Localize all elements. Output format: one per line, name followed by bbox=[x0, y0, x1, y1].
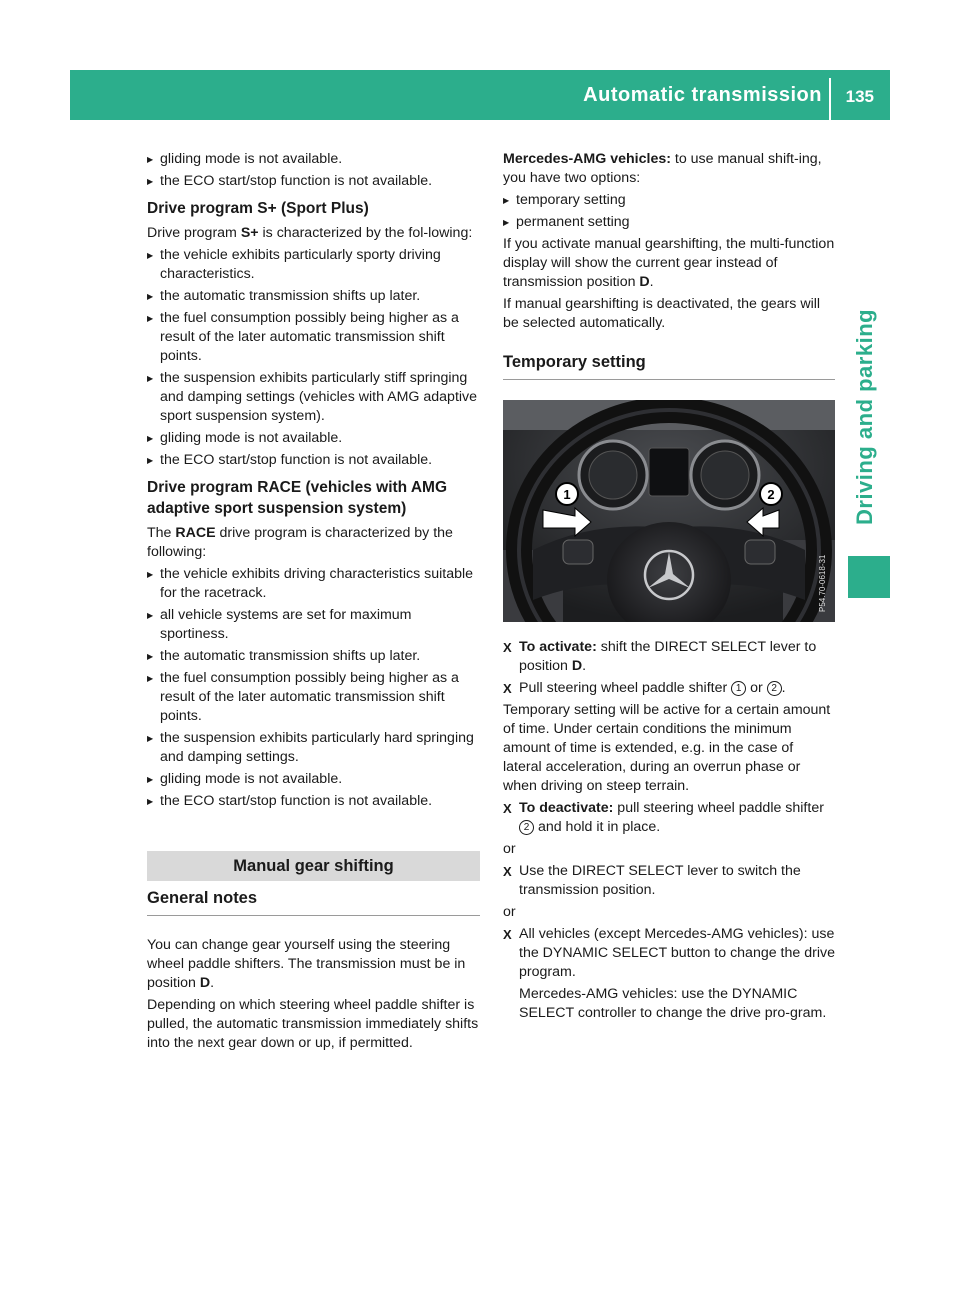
action-deactivate bbox=[503, 799, 835, 837]
text: Pull steering wheel paddle shifter bbox=[519, 680, 732, 696]
callout-ref-2: 2 bbox=[767, 681, 782, 696]
callout-1: 1 bbox=[563, 487, 571, 502]
bold-text: RACE bbox=[175, 525, 216, 541]
list-item: ▶ the automatic transmission shifts up later. bbox=[147, 647, 480, 666]
list-item: ▶ gliding mode is not available. bbox=[147, 770, 480, 789]
bold-text: S+ bbox=[240, 225, 259, 241]
text: Drive program bbox=[147, 225, 241, 241]
section-heading-splus: Drive program S+ (Sport Plus) bbox=[147, 200, 369, 217]
right-p3: Temporary setting will be active for a certain amount of time. Under certain conditions the minimum amount of time is extended, e.g. in the case of lateral acceleration, during an overrun phase or when driving on steep terrain. bbox=[503, 702, 831, 794]
action-direct-select: X Use the DIRECT SELECT lever to switch the transmission position. bbox=[503, 862, 835, 900]
list-item: ▶ the fuel consumption possibly being higher as a result of the later automatic transmission shift points. bbox=[147, 669, 480, 726]
callout-ref-2: 2 bbox=[519, 820, 534, 835]
general-p2: Depending on which steering wheel paddle shifter is pulled, the automatic transmission immediately shifts into the next gear down or up, if permitted. bbox=[147, 997, 479, 1051]
list-item: ▶ the suspension exhibits particularly stiff springing and damping settings (vehicles with AMG adaptive sport suspension system). bbox=[147, 369, 480, 426]
text: If you activate manual gearshifting, the multi-function display will show the current gear instead of transmission position bbox=[503, 236, 835, 290]
list-item: ▶ the ECO start/stop function is not available. bbox=[147, 792, 480, 811]
action-dynamic-select: X All vehicles (except Mercedes-AMG vehicles): use the DYNAMIC SELECT button to change the drive program. bbox=[503, 925, 835, 982]
bold-text: D bbox=[571, 658, 583, 674]
side-tab-block bbox=[848, 556, 890, 598]
bold-text: Mercedes-AMG vehicles: bbox=[503, 151, 671, 167]
text: or bbox=[746, 680, 767, 696]
text: . bbox=[649, 274, 654, 290]
list-item: ▶ the fuel consumption possibly being higher as a result of the later automatic transmission shift points. bbox=[147, 309, 480, 366]
section-heading-temporary: Temporary setting bbox=[503, 351, 835, 380]
list-item: ▶ the ECO start/stop function is not available. bbox=[147, 172, 480, 191]
bold-text: D bbox=[639, 274, 650, 290]
list-item: ▶ the vehicle exhibits driving characteristics suitable for the racetrack. bbox=[147, 565, 480, 603]
list-item: ▶ the suspension exhibits particularly hard springing and damping settings. bbox=[147, 729, 480, 767]
list-item: ▶ all vehicle systems are set for maximum sportiness. bbox=[147, 606, 480, 644]
right-p2: If manual gearshifting is deactivated, the gears will be selected automatically. bbox=[503, 296, 821, 331]
bold-text: D bbox=[199, 975, 211, 991]
text: . bbox=[781, 680, 786, 696]
text: drive program is characterized by the following: bbox=[147, 525, 453, 560]
action-activate bbox=[503, 638, 835, 676]
list-item: ▶ the automatic transmission shifts up later. bbox=[147, 287, 480, 306]
text: shift the DIRECT SELECT lever to position bbox=[519, 639, 817, 674]
amg-intro bbox=[503, 150, 835, 188]
bold-text: To deactivate: bbox=[519, 800, 614, 816]
right-column bbox=[503, 150, 835, 1026]
splus-intro bbox=[147, 224, 480, 243]
steering-wheel-figure bbox=[503, 400, 835, 622]
list-item: ▶ the ECO start/stop function is not available. bbox=[147, 451, 480, 470]
list-item: ▶ temporary setting bbox=[503, 191, 835, 210]
or-text: or bbox=[503, 904, 516, 920]
header-title: Automatic transmission bbox=[583, 84, 822, 106]
general-p1 bbox=[147, 936, 480, 993]
callout-2: 2 bbox=[767, 487, 775, 502]
list-item: ▶ the vehicle exhibits particularly sporty driving characteristics. bbox=[147, 246, 480, 284]
section-box-manual: Manual gear shifting bbox=[147, 851, 480, 881]
list-item: ▶ gliding mode is not available. bbox=[147, 150, 480, 169]
race-intro bbox=[147, 524, 480, 562]
action-dynamic-select-amg: Mercedes-AMG vehicles: use the DYNAMIC SELECT controller to change the drive pro-gram. bbox=[519, 986, 827, 1021]
page-number: 135 bbox=[845, 87, 874, 106]
text: to use manual shift-ing, you have two options: bbox=[503, 151, 822, 186]
bold-text: To activate: bbox=[519, 639, 597, 655]
right-p1 bbox=[503, 235, 835, 292]
or-text: or bbox=[503, 841, 516, 857]
side-tab-label: Driving and parking bbox=[852, 308, 877, 525]
text: is characterized by the fol-lowing: bbox=[258, 225, 473, 241]
left-column bbox=[147, 150, 480, 1056]
figure-code: P54.70-0618-31 bbox=[818, 554, 827, 612]
steering-wheel-illustration bbox=[503, 400, 835, 622]
text: The bbox=[147, 525, 176, 541]
section-heading-general: General notes bbox=[147, 887, 480, 916]
callout-ref-1: 1 bbox=[731, 681, 746, 696]
header-bar bbox=[70, 70, 890, 120]
text: . bbox=[582, 658, 587, 674]
text: You can change gear yourself using the steering wheel paddle shifters. The transmission must be in position bbox=[147, 937, 466, 991]
text: pull steering wheel paddle shifter bbox=[613, 800, 824, 816]
text: . bbox=[210, 975, 215, 991]
text: and hold it in place. bbox=[534, 819, 661, 835]
action-pull-paddle bbox=[503, 679, 835, 698]
list-item: ▶ gliding mode is not available. bbox=[147, 429, 480, 448]
list-item: ▶ permanent setting bbox=[503, 213, 835, 232]
header-separator bbox=[829, 78, 831, 120]
section-heading-race: Drive program RACE (vehicles with AMG adaptive sport suspension system) bbox=[147, 479, 448, 517]
